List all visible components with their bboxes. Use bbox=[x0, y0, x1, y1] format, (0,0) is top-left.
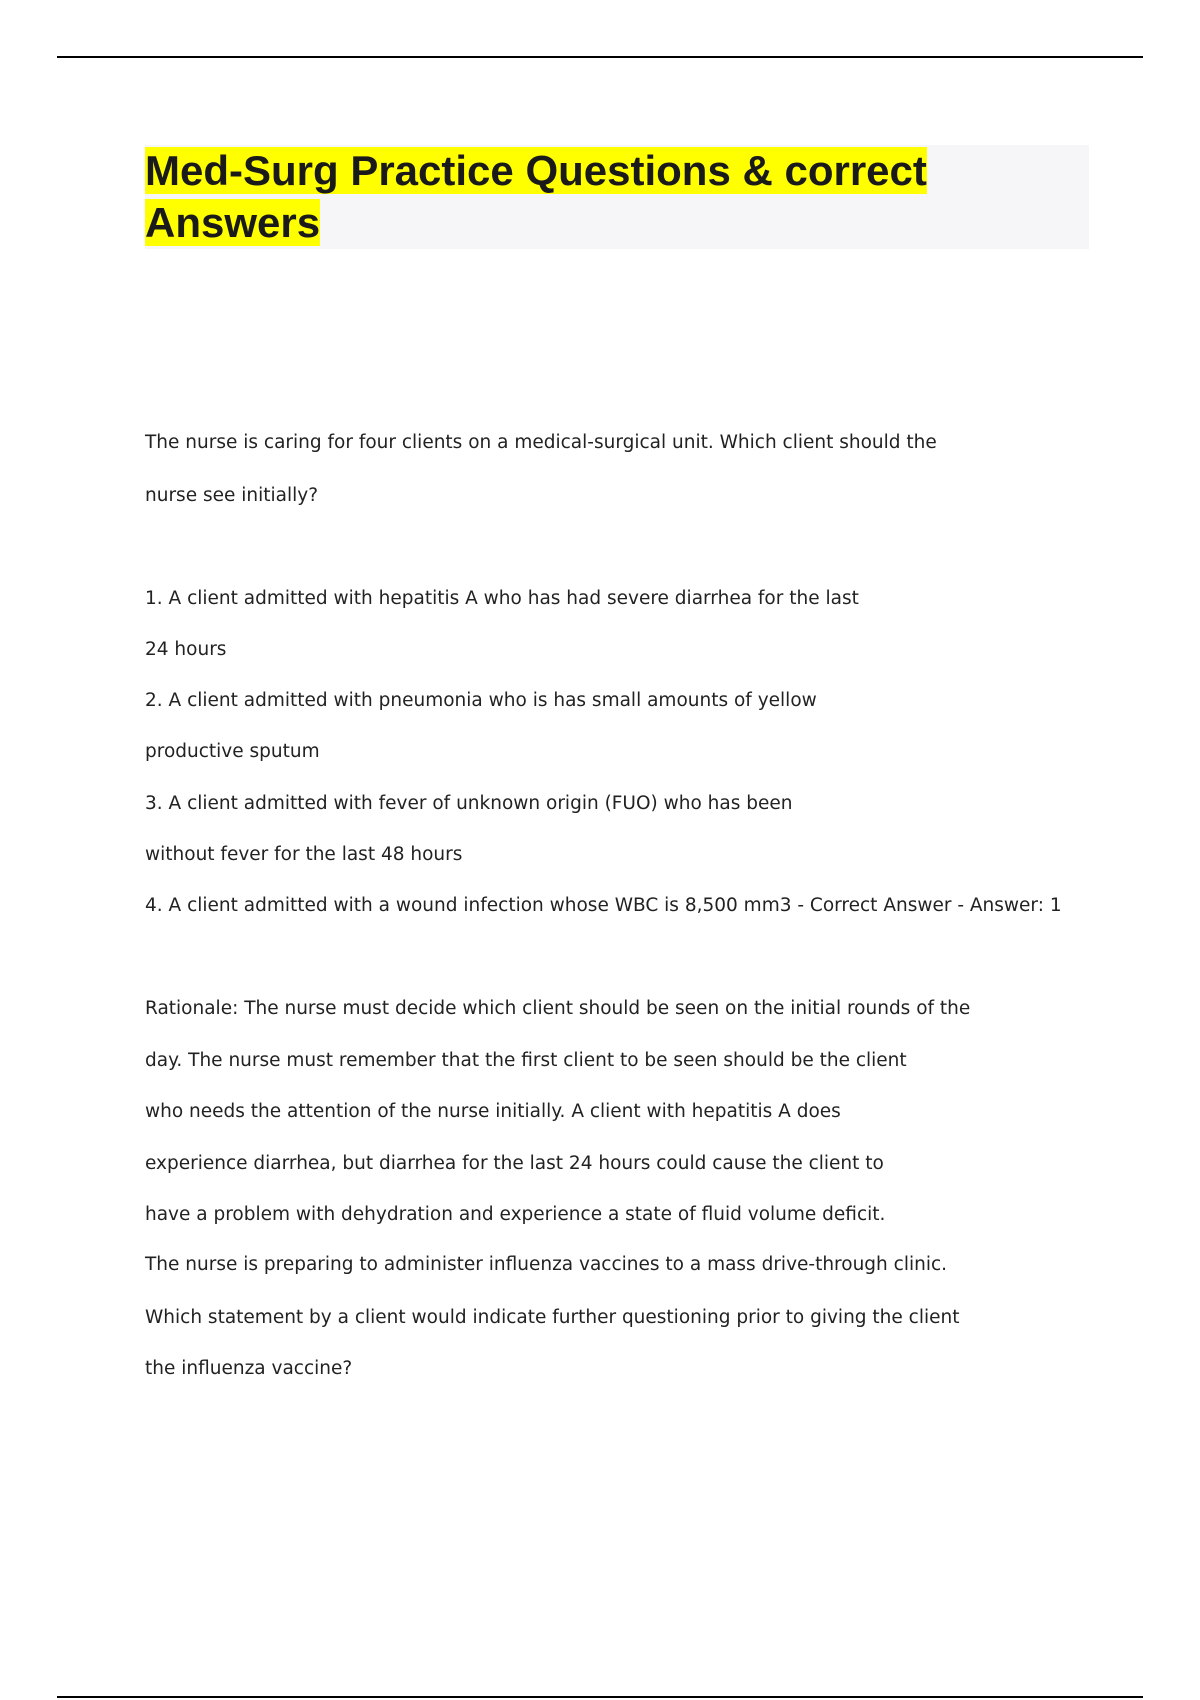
question-1-option-line-3: 2. A client admitted with pneumonia who is has small amounts of yellow bbox=[145, 690, 817, 711]
question-1-stem-line-1: The nurse is caring for four clients on a medical-surgical unit. Which client should the bbox=[145, 432, 937, 453]
question-2-stem-line-1: The nurse is preparing to administer influenza vaccines to a mass drive-through clinic. bbox=[145, 1254, 948, 1275]
bottom-rule bbox=[57, 1696, 1143, 1698]
question-2-stem-line-2: Which statement by a client would indicate further questioning prior to giving the client bbox=[145, 1307, 960, 1328]
rationale-line-5: have a problem with dehydration and experience a state of fluid volume deficit. bbox=[145, 1204, 886, 1225]
question-1-option-line-7: 4. A client admitted with a wound infection whose WBC is 8,500 mm3 - Correct Answer - Answer: 1 bbox=[145, 895, 1062, 916]
title-block bbox=[145, 145, 1089, 249]
question-1-option-line-4: productive sputum bbox=[145, 741, 320, 762]
title-line-2: Answers bbox=[145, 199, 321, 246]
page-title bbox=[145, 145, 1089, 249]
question-1-stem-line-2: nurse see initially? bbox=[145, 485, 319, 506]
rationale-line-2: day. The nurse must remember that the first client to be seen should be the client bbox=[145, 1050, 907, 1071]
rationale-line-4: experience diarrhea, but diarrhea for the last 24 hours could cause the client to bbox=[145, 1153, 884, 1174]
rationale-line-1: Rationale: The nurse must decide which client should be seen on the initial rounds of the bbox=[145, 998, 971, 1019]
rationale-line-3: who needs the attention of the nurse initially. A client with hepatitis A does bbox=[145, 1101, 841, 1122]
title-line-1: Med-Surg Practice Questions & correct bbox=[145, 147, 927, 194]
question-1-option-line-6: without fever for the last 48 hours bbox=[145, 844, 463, 865]
question-2-stem-line-3: the influenza vaccine? bbox=[145, 1358, 353, 1379]
question-1-option-line-1: 1. A client admitted with hepatitis A who has had severe diarrhea for the last bbox=[145, 588, 859, 609]
top-rule bbox=[57, 56, 1143, 58]
question-1-option-line-5: 3. A client admitted with fever of unknown origin (FUO) who has been bbox=[145, 793, 793, 814]
question-1-option-line-2: 24 hours bbox=[145, 639, 227, 660]
